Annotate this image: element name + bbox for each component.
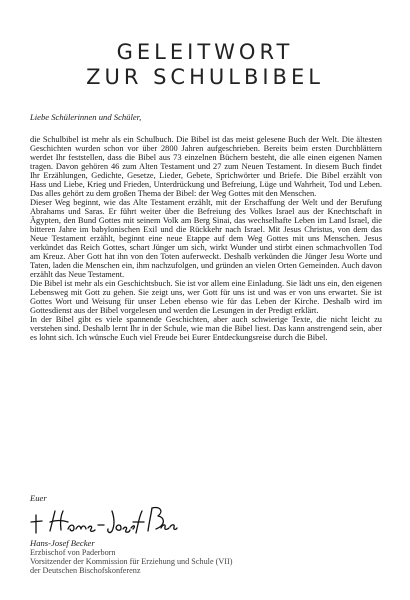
paragraph-4: In der Bibel gibt es viele spannende Geschichten, aber auch schwierige Texte, die nicht leicht zu verstehen sind. Deshalb lernt Ihr in der Schule, wie man die Bibel liest. Das kann anstrengend sein, aber es lohnt sich. Ich wünsche Euch viel Freude bei Eurer Entdeckungsreise durch die Bibel. (30, 315, 382, 342)
signer-title-line-3: der Deutschen Bischofskonferenz (30, 566, 141, 576)
paragraph-1: die Schulbibel ist mehr als ein Schulbuch. Die Bibel ist das meist gelesene Buch der Welt. Die ältesten Geschichten wurden schon vor über 2800 Jahren aufgeschrieben. Bereits beim ersten Durchblättern werdet Ihr feststellen, dass die Bibel aus 73 einzelnen Büchern besteht, die alle einen eigenen Namen tragen. Davon gehören 46 zum Alten Testament und 27 zum Neuen Testament. In diesem Buch findet Ihr Erzählungen, Gedichte, Gesetze, Lieder, Gebete, Sprichwörter und Briefe. Die Bibel erzählt von Hass und Liebe, Krieg und Frieden, Unterdrückung und Befreiung, Lüge und Wahrheit, Tod und Leben. Das alles gehört zu dem großen Thema der Bibel: der Weg Gottes mit den Menschen. (30, 135, 382, 198)
page-title-line-2: ZUR SCHULBIBEL (86, 65, 324, 89)
body-text (30, 135, 382, 342)
signer-title-line-1: Erzbischof von Paderborn (30, 548, 116, 557)
paragraph-2: Dieser Weg beginnt, wie das Alte Testament erzählt, mit der Erschaffung der Welt und der Berufung Abrahams und Saras. Er führt weiter über die Befreiung des Volkes Israel aus der Knechtschaft in Ägypten, den Bund Gottes mit seinem Volk am Berg Sinai, das wechselhafte Leben im Land Israel, die bitteren Jahre im babylonischen Exil und die Rückkehr nach Israel. Mit Jesus Christus, von dem das Neue Testament erzählt, beginnt eine neue Etappe auf dem Weg Gottes mit uns Menschen. Jesus verkündet das Reich Gottes, schart Jünger um sich, wirkt Wunder und stirbt einen schmachvollen Tod am Kreuz. Aber Gott hat ihn von den Toten auferweckt. Deshalb verkünden die Jünger Jesu Worte und Taten, laden die Menschen ein, ihm nachzufolgen, und gründen an vielen Orten Gemeinden. Auch davon erzählt das Neue Testament. (30, 198, 382, 279)
handwritten-signature (28, 503, 178, 537)
signer-title-line-2: Vorsitzender der Kommission für Erziehung und Schule (VII) (30, 557, 233, 567)
page-title-line-1: GELEITWORT (116, 40, 294, 64)
salutation: Liebe Schülerinnen und Schüler, (30, 112, 142, 122)
signer-title-block (30, 548, 232, 576)
signer-name: Hans-Josef Becker (30, 538, 95, 548)
closing: Euer (30, 493, 47, 503)
paragraph-3: Die Bibel ist mehr als ein Geschichtsbuch. Sie ist vor allem eine Einladung. Sie lädt uns ein, den eigenen Lebensweg mit Gott zu gehen. Sie zeigt uns, wer Gott für uns ist und was er von uns erwartet. Sie ist Gottes Wort und Weisung für unser Leben ebenso wie für das Leben der Kirche. Deshalb wird im Gottesdienst aus der Bibel vorgelesen und werden die Lesungen in der Predigt erklärt. (30, 279, 382, 315)
